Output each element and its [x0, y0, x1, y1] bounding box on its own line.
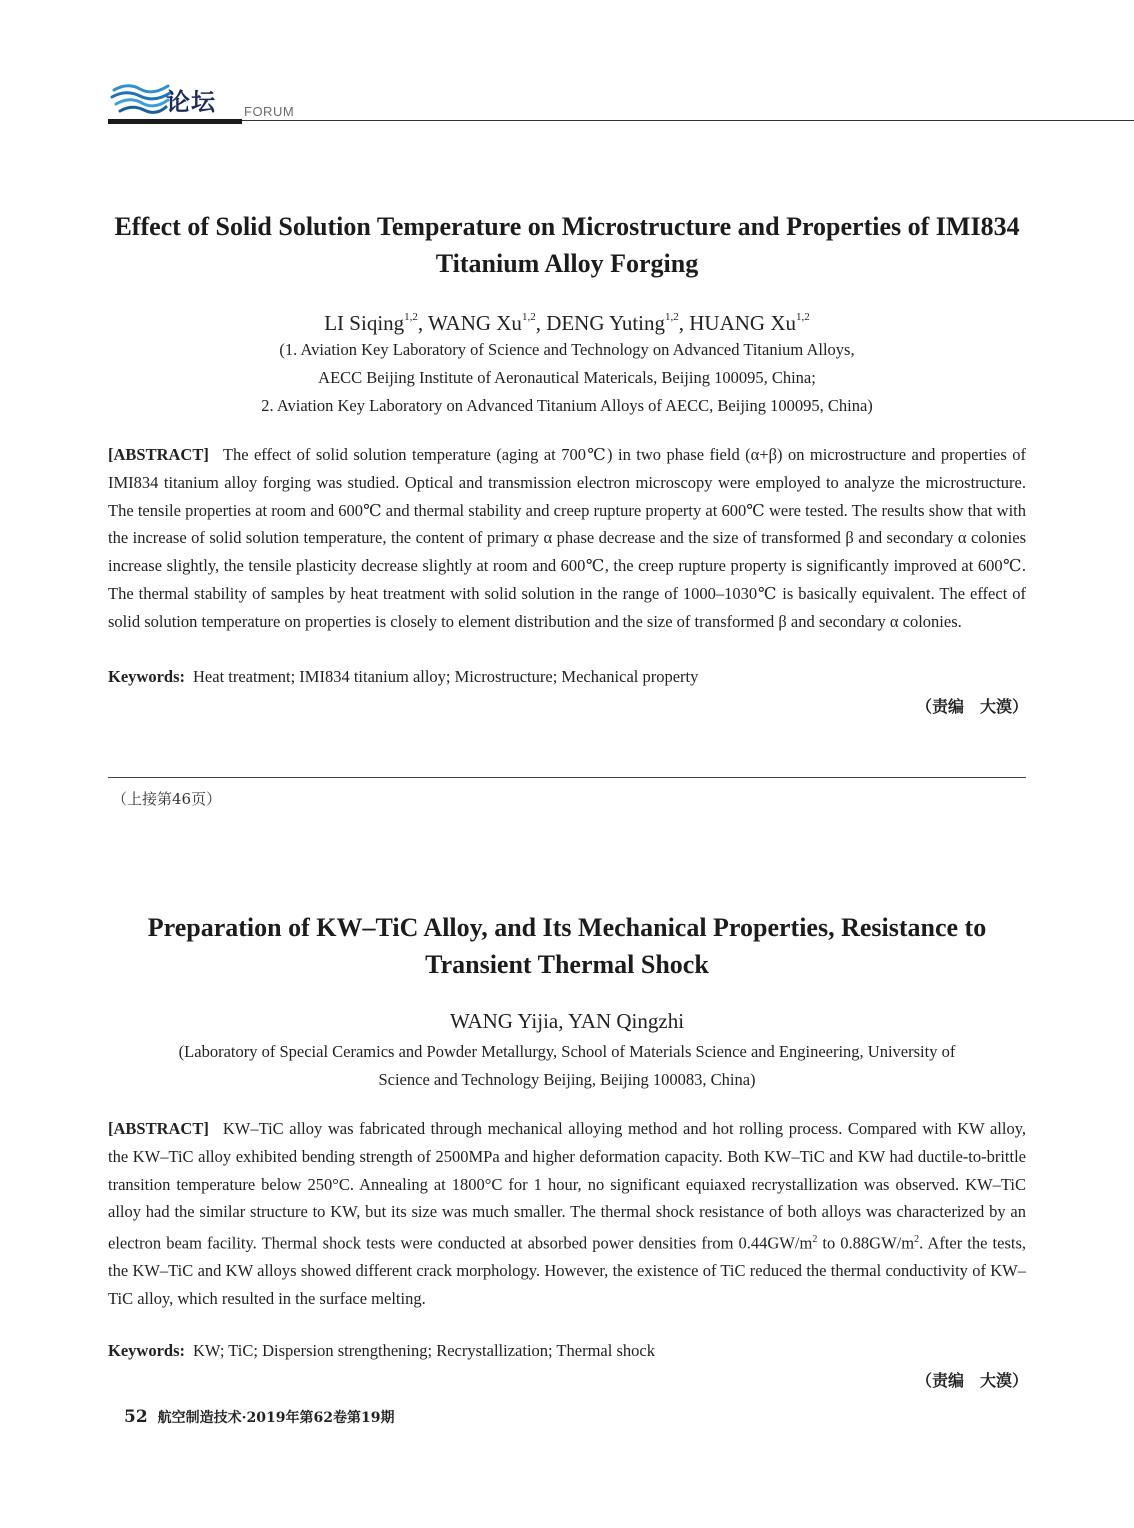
affiliation-line: AECC Beijing Institute of Aeronautical Matericals, Beijing 100095, China; — [318, 368, 816, 387]
superscript: 2 — [914, 1234, 920, 1246]
section-label-cn: 论坛 — [166, 88, 216, 116]
page-number: 52 — [124, 1407, 148, 1427]
author-affil-sup: 1,2 — [521, 311, 536, 323]
wave-logo-icon — [110, 82, 172, 118]
keywords-text: Heat treatment; IMI834 titanium alloy; Microstructure; Mechanical property — [193, 667, 699, 686]
author-name: HUANG Xu — [689, 311, 796, 335]
header-rule-thick — [108, 119, 242, 124]
article1-abstract — [108, 441, 1026, 636]
article2-title-line1: Preparation of KW–TiC Alloy, and Its Mechanical Properties, Resistance to — [147, 913, 987, 942]
article1-title — [108, 208, 1026, 282]
author-affil-sup: 1,2 — [796, 311, 810, 323]
keywords-label: Keywords: — [108, 667, 185, 686]
affiliation-line: (1. Aviation Key Laboratory of Science and Technology on Advanced Titanium Alloys, — [279, 340, 855, 359]
abstract-text: . After the tests, the KW–TiC and KW alloys showed different crack morphology. However, the existence of TiC reduced the thermal conductivity of KW–TiC alloy, which resulted in the surface melting. — [108, 1233, 1027, 1309]
keywords-label: Keywords: — [108, 1341, 185, 1360]
article1-affiliations — [108, 336, 1026, 420]
article2-title-line2: Transient Thermal Shock — [425, 950, 709, 979]
header-rule-thin — [242, 120, 1134, 121]
author-name: DENG Yuting — [546, 311, 665, 335]
section-divider — [108, 777, 1026, 778]
article2-editor-note: （责编 大漠） — [915, 1371, 1028, 1390]
article2-affiliations — [108, 1038, 1026, 1094]
journal-issue: 航空制造技术·2019年第62卷第19期 — [157, 1410, 395, 1426]
section-label-en: FORUM — [244, 104, 295, 119]
abstract-text: The effect of solid solution temperature (aging at 700℃) in two phase field (α+β) on microstructure and properties of IMI834 titanium alloy forging was studied. Optical and transmission electron microscopy were employed to analyze the microstructure. The tensile properties at room and 600℃ and thermal stability and creep rupture property at 600℃ were tested. The results show that with the increase of solid solution temperature, the content of primary α phase decrease and the size of transformed β and secondary α colonies increase slightly, the tensile plasticity decrease slightly at room and 600℃, the creep rupture property is significantly improved at 600℃. The thermal stability of samples by heat treatment with solid solution in the range of 1000–1030℃ is basically equivalent. The effect of solid solution temperature on properties is closely to element distribution and the size of transformed β and secondary α colonies. — [108, 445, 1026, 631]
continued-from-note: （上接第46页） — [112, 790, 222, 808]
page-footer — [124, 1407, 394, 1427]
article1-keywords — [108, 664, 1026, 690]
keywords-text: KW; TiC; Dispersion strengthening; Recrystallization; Thermal shock — [193, 1341, 655, 1360]
abstract-text: KW–TiC alloy was fabricated through mechanical alloying method and hot rolling process. Compared with KW alloy, the KW–TiC alloy exhibited bending strength of 2500MPa and higher deformation capacity. Both KW–TiC and KW had ductile-to-brittle transition temperature below 250°C. Annealing at 1800°C for 1 hour, no significant equiaxed recrystallization was observed. KW–TiC alloy had the similar structure to KW, but its size was much smaller. The thermal shock resistance of both alloys was characterized by an electron beam facility. Thermal shock tests were conducted at absorbed power densities from 0.44GW/m — [108, 1119, 1026, 1253]
article1-title-line1: Effect of Solid Solution Temperature on Microstructure and Properties of IMI834 — [114, 212, 1020, 241]
author-name: WANG Xu — [428, 311, 522, 335]
article2-abstract — [108, 1115, 1026, 1313]
affiliation-line: Science and Technology Beijing, Beijing 100083, China) — [378, 1070, 756, 1089]
superscript: 2 — [812, 1234, 818, 1246]
article1-editor-note: （责编 大漠） — [915, 697, 1028, 716]
article2-title — [108, 909, 1026, 983]
author-affil-sup: 1,2 — [665, 311, 679, 323]
abstract-text: to 0.88GW/m — [817, 1233, 915, 1253]
page-header — [108, 76, 1134, 126]
affiliation-line: 2. Aviation Key Laboratory on Advanced Titanium Alloys of AECC, Beijing 100095, China) — [261, 396, 873, 415]
abstract-label: [ABSTRACT] — [108, 445, 209, 464]
article1-title-line2: Titanium Alloy Forging — [435, 249, 699, 278]
article2-authors: WANG Yijia, YAN Qingzhi — [449, 1009, 685, 1033]
article1-authors: LI Siqing$^{1,2}$, WANG Xu$^{1,2}$, DENG Yuting$^{1,2}$, HUANG Xu$^{1,2}$ — [324, 311, 810, 335]
author-name: LI Siqing — [324, 311, 405, 335]
abstract-label: [ABSTRACT] — [108, 1119, 209, 1138]
article2-keywords — [108, 1338, 1026, 1364]
affiliation-line: (Laboratory of Special Ceramics and Powder Metallurgy, School of Materials Science and Engineering, University of — [178, 1042, 956, 1061]
author-affil-sup: 1,2 — [404, 311, 418, 323]
